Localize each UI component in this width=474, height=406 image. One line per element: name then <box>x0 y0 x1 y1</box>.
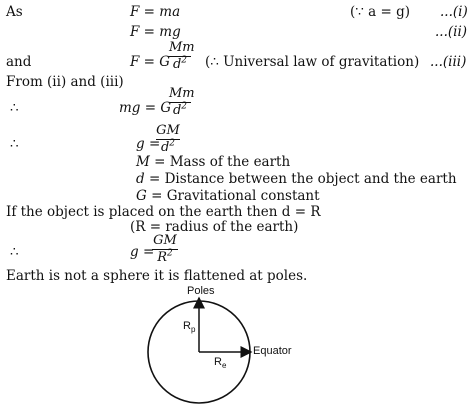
therefore-3: ∴ <box>10 244 19 260</box>
def-distance: d = Distance between the object and the earth <box>136 171 457 187</box>
label-and: and <box>6 54 32 70</box>
eq9-fraction: GM $R^2$ <box>153 233 177 265</box>
eq3-lhs: F = G <box>130 54 171 70</box>
eq6-lhs: g = <box>136 136 161 152</box>
radius-note: (R = radius of the earth) <box>130 219 299 235</box>
eq3-numerator: Mm <box>169 40 195 55</box>
therefore-2: ∴ <box>10 136 19 152</box>
placed-on-earth: If the object is placed on the earth then d = R <box>6 204 321 220</box>
eq1-condition: (∵ a = g) <box>350 4 410 20</box>
def-grav-constant: G = Gravitational constant <box>136 188 320 204</box>
eq3-ref: ...(iii) <box>430 54 467 70</box>
eq3-note: (∴ Universal law of gravitation) <box>205 54 420 70</box>
eq2: F = mg <box>130 24 181 40</box>
eq3-denominator: $d^2$ <box>172 55 188 72</box>
eq9-lhs: g = <box>130 244 155 260</box>
re-label: $R_e$ <box>214 356 227 371</box>
eq6-fraction: GM $d^2$ <box>156 123 180 155</box>
eq5-lhs: mg = G <box>119 100 172 116</box>
eq5-fraction: Mm $d^2$ <box>169 86 195 118</box>
def-mass: M = Mass of the earth <box>136 154 291 170</box>
eq2-ref: ...(ii) <box>435 24 468 40</box>
equator-label: Equator <box>253 345 292 357</box>
therefore-1: ∴ <box>10 100 19 116</box>
eq1-ref: ...(i) <box>440 4 468 20</box>
label-as: As <box>6 4 23 20</box>
eq1-lhs: F = ma <box>130 4 181 20</box>
earth-flattened: Earth is not a sphere it is flattened at poles. <box>6 268 308 284</box>
from-ii-iii: From (ii) and (iii) <box>6 74 124 90</box>
rp-label: $R_p$ <box>183 320 196 335</box>
poles-label: Poles <box>187 285 215 297</box>
